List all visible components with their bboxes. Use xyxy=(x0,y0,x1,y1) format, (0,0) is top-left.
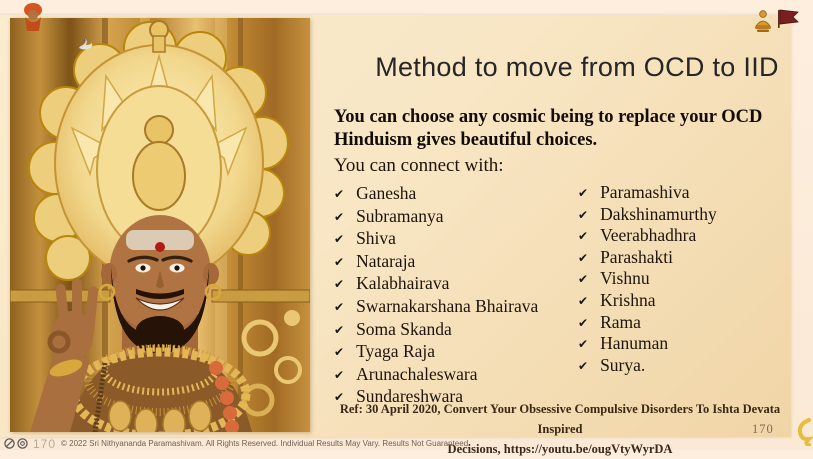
footer-page-number: 170 xyxy=(33,436,57,451)
checkmark-icon: ✔ xyxy=(334,254,345,269)
deity-list-item xyxy=(578,226,796,248)
lead-statement xyxy=(334,106,796,152)
checkmark-icon: ✔ xyxy=(334,345,345,360)
checkmark-icon: ✔ xyxy=(334,277,345,292)
checkmark-icon: ✔ xyxy=(334,322,345,337)
deity-emblem-icon xyxy=(753,8,773,34)
checkmark-icon: ✔ xyxy=(578,250,589,265)
mascot-figure-icon xyxy=(20,1,46,33)
lead-line-2: Hinduism gives beautiful choices. xyxy=(334,130,598,150)
deity-list-item xyxy=(334,251,578,274)
portrait-illustration xyxy=(10,18,310,432)
slide-title: Method to move from OCD to IID xyxy=(375,52,779,82)
deity-name: Tyaga Raja xyxy=(356,341,436,362)
deity-name: Sundareshwara xyxy=(356,386,463,407)
checkmark-icon: ✔ xyxy=(334,232,345,247)
deity-list-item xyxy=(334,296,578,319)
deity-list-item xyxy=(334,364,578,387)
deity-list-item xyxy=(578,269,796,291)
deity-name: Vishnu xyxy=(600,268,650,289)
deity-list-item xyxy=(334,206,578,229)
copyright-circle-icon xyxy=(17,438,28,449)
reference-line-2: Decisions, https://youtu.be/ougVtyWyrDA xyxy=(447,442,673,456)
checkmark-icon: ✔ xyxy=(578,337,589,352)
footer-copyright: © 2022 Sri Nithyananda Paramashivam. All Rights Reserved. Individual Results May Vary. Results Not Guaranteed. xyxy=(61,439,471,448)
deity-list-item xyxy=(334,273,578,296)
deity-list-item xyxy=(578,183,796,205)
no-copy-icon xyxy=(4,438,15,449)
deity-list-item xyxy=(578,205,796,227)
deity-list-item xyxy=(578,291,796,313)
deity-list-left xyxy=(334,183,578,409)
deity-name: Dakshinamurthy xyxy=(600,203,717,224)
deity-name: Hanuman xyxy=(600,333,669,354)
deity-list-item xyxy=(578,248,796,270)
checkmark-icon: ✔ xyxy=(578,272,589,287)
deity-name: Swarnakarshana Bhairava xyxy=(356,295,539,316)
checkmark-icon: ✔ xyxy=(578,293,589,308)
checkmark-icon: ✔ xyxy=(334,299,345,314)
deity-name: Shiva xyxy=(356,228,396,249)
deity-name: Krishna xyxy=(600,289,656,310)
deity-name: Soma Skanda xyxy=(356,318,452,339)
deity-name: Arunachaleswara xyxy=(356,363,478,384)
lead-line-1: You can choose any cosmic being to replace your OCD xyxy=(334,107,763,127)
checkmark-icon: ✔ xyxy=(334,209,345,224)
deity-name: Ganesha xyxy=(356,183,417,203)
deity-list-item xyxy=(334,228,578,251)
deity-list-item xyxy=(578,356,796,378)
checkmark-icon: ✔ xyxy=(578,207,589,222)
checkmark-icon: ✔ xyxy=(578,229,589,244)
checkmark-icon: ✔ xyxy=(578,315,589,330)
deity-name: Subramanya xyxy=(356,205,444,226)
checkmark-icon: ✔ xyxy=(334,390,345,405)
deity-list-item xyxy=(334,319,578,342)
deity-name: Paramashiva xyxy=(600,182,690,202)
deity-name: Surya. xyxy=(600,354,646,375)
portrait-photo xyxy=(10,18,310,432)
connect-label: You can connect with: xyxy=(334,155,504,176)
page-number-right: 170 xyxy=(752,422,774,436)
reference-citation xyxy=(330,399,790,459)
deity-name: Nataraja xyxy=(356,250,416,271)
footer-bar xyxy=(0,437,813,450)
deity-name: Parashakti xyxy=(600,246,673,267)
deity-name: Kalabhairava xyxy=(356,273,450,294)
checkmark-icon: ✔ xyxy=(334,187,345,201)
deity-list-item xyxy=(334,183,578,206)
deity-list-right xyxy=(578,183,796,409)
deity-name: Rama xyxy=(600,311,641,332)
reference-line-1: Ref: 30 April 2020, Convert Your Obsessive Compulsive Disorders To Ishta Devata Inspired xyxy=(339,402,781,436)
flag-icon xyxy=(777,8,799,28)
deity-list-item xyxy=(578,334,796,356)
bindi xyxy=(155,242,165,252)
checkmark-icon: ✔ xyxy=(578,358,589,373)
slide-content xyxy=(334,106,796,409)
checkmark-icon: ✔ xyxy=(578,186,589,200)
footer-icons xyxy=(4,438,28,449)
deity-list-item xyxy=(334,341,578,364)
swan-logo-icon xyxy=(76,38,96,52)
checkmark-icon: ✔ xyxy=(334,367,345,382)
deity-name: Veerabhadhra xyxy=(600,225,697,246)
deity-list-item xyxy=(578,313,796,335)
